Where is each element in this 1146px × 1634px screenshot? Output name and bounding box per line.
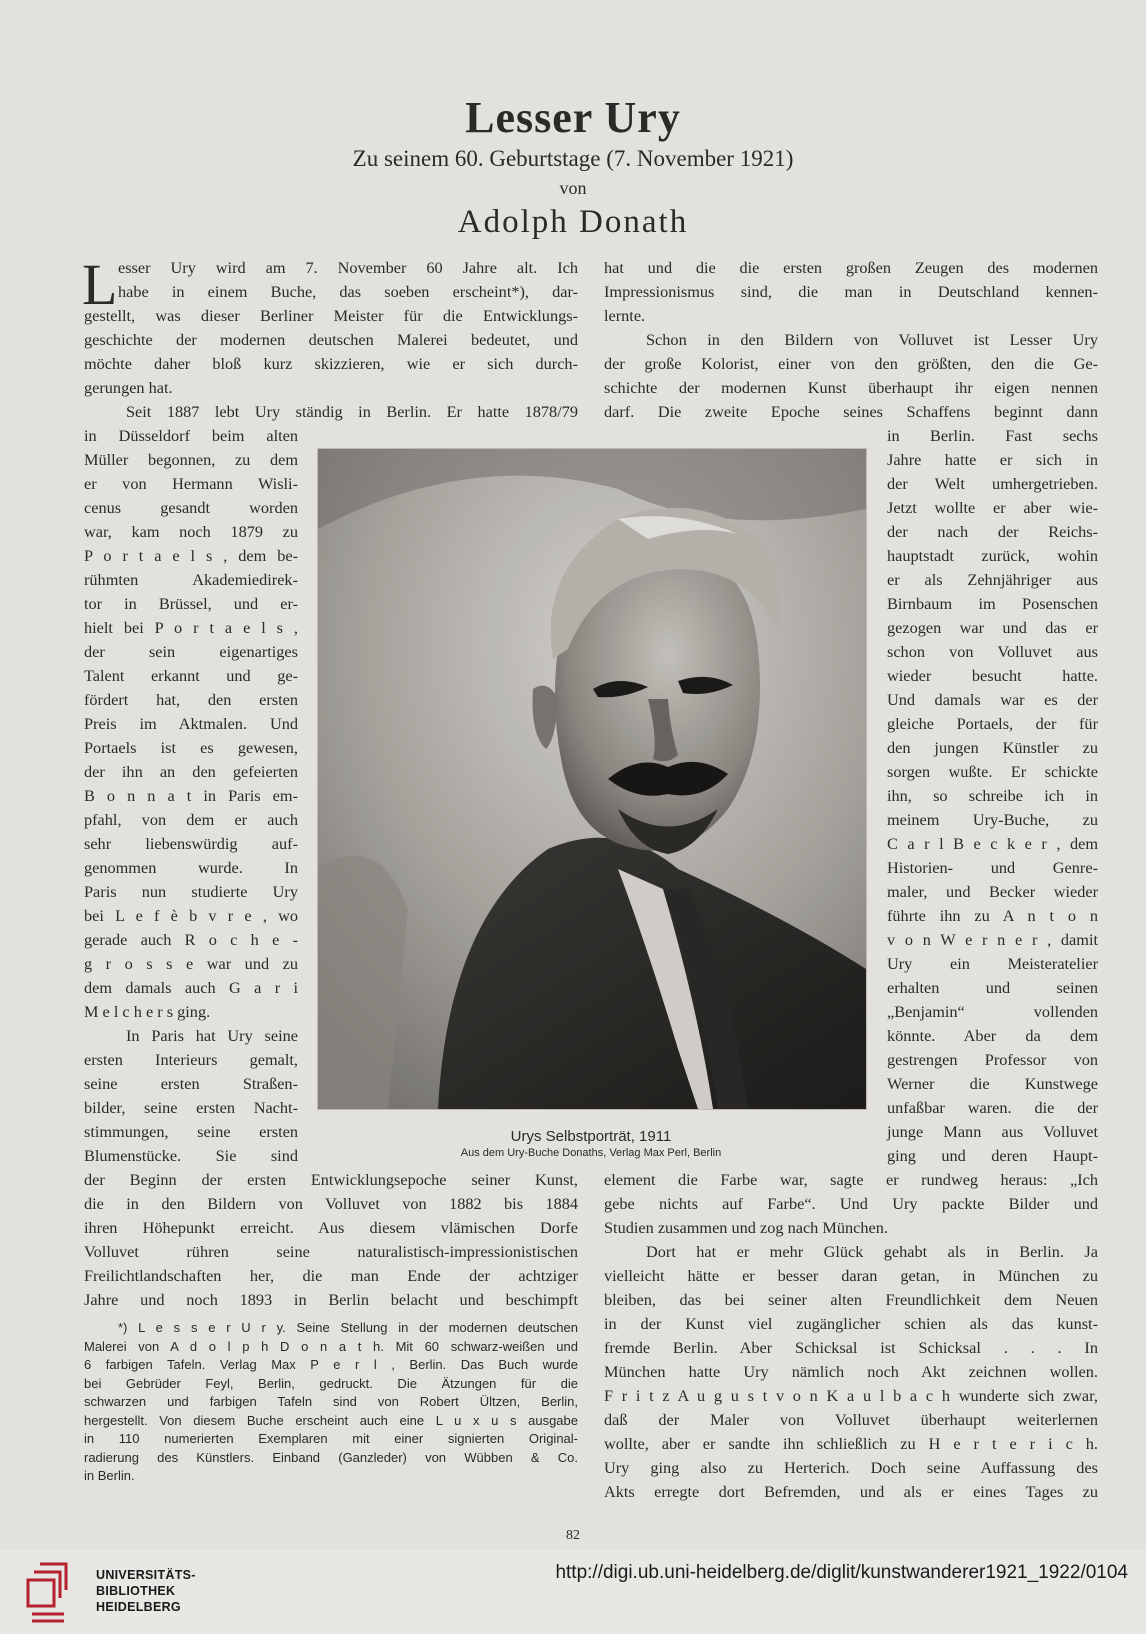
text-line: meinem Ury-Buche, zu [887,810,1098,829]
text-line: F r i t z A u g u s t v o n K a u l b a c h wunderte sich zwar, [604,1386,1098,1405]
text-line: schichte der modernen Kunst überhaupt ihr eigen nennen [604,378,1098,397]
text-line: In Paris hat Ury seine [126,1026,298,1045]
source-url-link[interactable]: http://digi.ub.uni-heidelberg.de/diglit/kunstwanderer1921_1922/0104 [555,1562,1128,1583]
byline-von: von [559,178,587,198]
text-line: darf. Die zweite Epoche seines Schaffens beginnt dann [604,402,1098,421]
text-line: Preis im Aktmalen. Und [84,714,298,733]
text-line: Dort hat er mehr Glück gehabt als in Berlin. Ja [646,1242,1098,1261]
text-line: cenus gesandt worden [84,498,298,517]
text-line: ging und deren Haupt- [887,1146,1098,1165]
text-line: Akts erregte dort Befremden, und als er eines Tages zu [604,1482,1098,1501]
text-line: Birnbaum im Posenschen [887,594,1098,613]
article-subtitle: Zu seinem 60. Geburtstage (7. November 1921) [352,146,794,171]
text-line: stimmungen, seine ersten [84,1122,298,1141]
text-line: der Welt umhergetrieben. [887,474,1098,493]
article-title: Lesser Ury [465,93,681,142]
text-line: bilder, seine ersten Nacht- [84,1098,298,1117]
text-line: wieder besucht hatte. [887,666,1098,685]
text-line: Jetzt wollte er aber wie- [887,498,1098,517]
text-line: Paris nun studierte Ury [84,882,298,901]
text-line: pfahl, von dem er auch [84,810,298,829]
text-line: tor in Brüssel, und er- [84,594,298,613]
text-line: der Beginn der ersten Entwicklungsepoche seiner Kunst, [84,1170,578,1189]
text-line: unfaßbar waren. die der [887,1098,1098,1117]
text-line: der ihn an den gefeierten [84,762,298,781]
text-line: der sein eigenartiges [84,642,298,661]
text-line: bei L e f è b v r e , wo [84,906,298,925]
text-line: genommen wurde. In [84,858,298,877]
text-line: Portaels ist es gewesen, [84,738,298,757]
text-line: die in den Bildern von Volluvet von 1882 bis 1884 [84,1194,578,1213]
text-line: er von Hermann Wisli- [84,474,298,493]
text-line: Und damals war es der [887,690,1098,709]
text-line: Schon in den Bildern von Volluvet ist Lesser Ury [646,330,1098,349]
text-line: er als Zehnjähriger aus [887,570,1098,589]
text-line: fremde Berlin. Aber Schicksal ist Schicksal . . . In [604,1338,1098,1357]
text-line: g r o s s e war und zu [84,954,298,973]
text-line: gestrengen Professor von [887,1050,1098,1069]
text-line: Müller begonnen, zu dem [84,450,298,469]
text-line: Historien- und Genre- [887,858,1098,877]
text-line: seine ersten Straßen- [84,1074,298,1093]
text-line: element die Farbe war, sagte er rundweg heraus: „Ich [604,1170,1098,1189]
text-line: Jahre und noch 1893 in Berlin belacht und beschimpft [84,1290,578,1309]
footnote-line: radierung des Künstlers. Einband (Ganzleder) von Wübben & Co. [84,1449,578,1465]
text-line: bleiben, das bei seiner alten Freundlichkeit dem Neuen [604,1290,1098,1309]
text-line: München hatte Ury nämlich noch Akt zeichnen wollen. [604,1362,1098,1381]
text-line: schon von Volluvet aus [887,642,1098,661]
text-line: M e l c h e r s ging. [84,1002,211,1021]
text-line: Seit 1887 lebt Ury ständig in Berlin. Er hatte 1878/79 [126,402,578,421]
text-line: B o n n a t in Paris em- [84,786,298,805]
text-line: „Benjamin“ vollenden [887,1002,1098,1021]
logo-line-1: UNIVERSITÄTS- [96,1568,196,1582]
text-line: geschichte der modernen deutschen Malerei bedeutet, und [84,330,578,349]
text-line: gestellt, was dieser Berliner Meister für die Entwicklungs- [84,306,578,325]
footnote-line: schwarzen und farbigen Tafeln sind von Robert Ültzen, Berlin, [84,1394,578,1409]
text-line: könnte. Aber da dem [887,1026,1098,1045]
logo-line-2: BIBLIOTHEK [96,1584,176,1598]
footnote-line: 6 farbigen Tafeln. Verlag Max P e r l , Berlin. Das Buch wurde [84,1357,578,1372]
text-line: dem damals auch G a r i [84,978,298,997]
footnote-line: Malerei von A d o l p h D o n a t h. Mit 60 schwarz-weißen und [84,1338,578,1354]
text-line: ihn, so schreibe ich in [887,786,1098,805]
text-line: v o n W e r n e r , damit [887,930,1098,949]
text-line: habe in einem Buche, das soeben erscheint*), dar- [118,282,578,301]
self-portrait-image [317,448,867,1110]
text-line: vielleicht hätte er besser daran getan, in München zu [604,1266,1098,1285]
text-line: der nach der Reichs- [887,522,1098,541]
page-number: 82 [566,1528,580,1543]
text-line: junge Mann aus Volluvet [887,1122,1098,1141]
footnote-line: bei Gebrüder Feyl, Berlin, gedruckt. Die Ätzungen für die [84,1375,578,1391]
text-line: wollte, aber er sandte ihn schließlich zu H e r t e r i c h. [604,1434,1098,1453]
text-line: ihren Höhepunkt erreicht. Aus diesem vlämischen Dorfe [84,1218,578,1237]
footnote-line: in 110 numerierten Exemplaren mit einer signierten Original- [84,1431,578,1446]
text-line: sehr liebenswürdig auf- [84,834,298,853]
text-line: war, kam noch 1879 zu [84,522,298,541]
text-line: ersten Interieurs gemalt, [84,1050,298,1069]
text-line: möchte daher bloß kurz skizzieren, wie er sich durch- [84,354,578,373]
text-line: gleiche Portaels, der für [887,714,1098,733]
text-line: den jungen Künstler zu [887,738,1098,757]
footnote-line: in Berlin. [84,1468,135,1483]
text-line: sorgen wußte. Er schickte [887,762,1098,781]
article-author: Adolph Donath [457,204,689,240]
text-line: hauptstadt zurück, wohin [887,546,1098,565]
text-line: maler, und Becker wieder [887,882,1098,901]
text-line: Blumenstücke. Sie sind [84,1146,298,1165]
figure-credit: Aus dem Ury-Buche Donaths, Verlag Max Perl, Berlin [460,1147,722,1159]
drop-cap: L [82,252,118,317]
text-line: in der Kunst viel zugänglicher schien als das kunst- [604,1314,1098,1333]
text-line: daß der Maler von Volluvet überhaupt weiterlernen [604,1410,1098,1429]
portrait-illustration [318,449,866,1109]
library-logo-icon [22,1558,82,1626]
text-line: gezogen war und das er [887,618,1098,637]
text-line: Jahre hatte er sich in [887,450,1098,469]
text-line: Ury ging also zu Herterich. Doch seine Auffassung des [604,1458,1098,1477]
library-footer [0,1550,1146,1634]
text-line: in Düsseldorf beim alten [84,426,298,445]
text-line: Werner die Kunstwege [887,1074,1098,1093]
text-line: fördert hat, den ersten [84,690,298,709]
text-line: erhalten und seinen [887,978,1098,997]
text-line: gerade auch R o c h e - [84,930,298,949]
text-line: gebe nichts auf Farbe“. Und Ury packte Bilder und [604,1194,1098,1213]
text-line: der große Kolorist, einer von den größten, den die Ge- [604,354,1098,373]
text-line: C a r l B e c k e r , dem [887,834,1098,853]
text-line: führte ihn zu A n t o n [887,906,1098,925]
logo-line-3: HEIDELBERG [96,1600,181,1614]
figure-caption: Urys Selbstporträt, 1911 [510,1128,672,1145]
text-line: Volluvet rühren seine naturalistisch-impressionistischen [84,1242,578,1261]
footnote-line: *) L e s s e r U r y. Seine Stellung in der modernen deutschen [118,1320,578,1335]
text-line: lernte. [604,306,646,325]
text-line: Freilichtlandschaften her, die man Ende der achtziger [84,1266,578,1285]
text-line: P o r t a e l s , dem be- [84,546,298,565]
text-line: hat und die die ersten großen Zeugen des modernen [604,258,1098,277]
text-line: Ury ein Meisteratelier [887,954,1098,973]
footnote-line: hergestellt. Von diesem Buche erscheint auch eine L u x u s ausgabe [84,1412,578,1428]
text-line: esser Ury wird am 7. November 60 Jahre alt. Ich [118,258,578,277]
text-line: hielt bei P o r t a e l s , [84,618,298,637]
text-line: Studien zusammen und zog nach München. [604,1218,888,1237]
text-line: in Berlin. Fast sechs [887,426,1098,445]
text-line: Impressionismus sind, die man in Deutschland kennen- [604,282,1098,301]
text-line: rühmten Akademiedirek- [84,570,298,589]
text-line: gerungen hat. [84,378,173,397]
text-line: Talent erkannt und ge- [84,666,298,685]
